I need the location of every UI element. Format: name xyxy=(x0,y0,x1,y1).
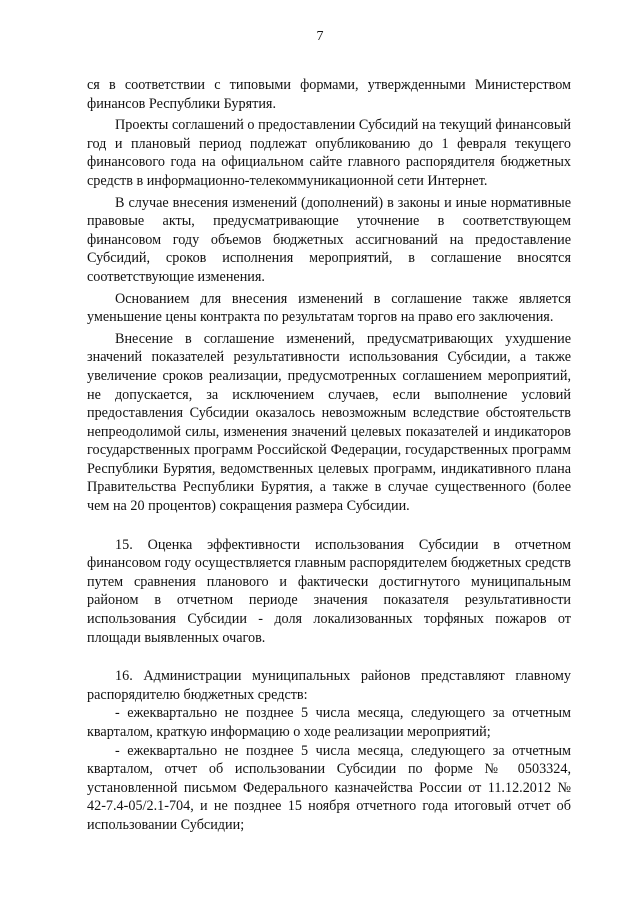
page-number: 7 xyxy=(316,29,324,44)
paragraph-continuation: ся в соответствии с типовыми формами, утвержденными Министерством финансов Республики Бурятия. xyxy=(87,77,571,112)
list-item-quarterly-report: - ежеквартально не позднее 5 числа месяца, следующего за отчетным кварталом, отчет об использовании Субсидии по форме № 0503324, установленной письмом Федерального казначейства России от 11.12.2012 № 42-7.4-05/2.1-704, и не позднее 15 ноября отчетного года итоговый отчет об использовании Субсидии; xyxy=(87,742,571,833)
document-body xyxy=(87,76,571,835)
list-item-quarterly-info: - ежеквартально не позднее 5 числа месяца, следующего за отчетным кварталом, краткую информацию о ходе реализации мероприятий; xyxy=(87,705,571,740)
paragraph-section-15: 15. Оценка эффективности использования Субсидии в отчетном финансовом году осуществляется главным распорядителем бюджетных средств путем сравнения планового и фактически достигнутого муниципальным районом в отчетном периоде значения показателя результативности использования Субсидии - доля локализованных торфяных пожаров от площади выявленных очагов. xyxy=(87,536,571,646)
paragraph-contract-price: Основанием для внесения изменений в соглашение также является уменьшение цены контракта по результатам торгов на право его заключения. xyxy=(87,290,571,326)
paragraph-worsening-indicators: Внесение в соглашение изменений, предусматривающих ухудшение значений показателей результативности использования Субсидии, а также увеличение сроков реализации, предусмотренных соглашением мероприятий, не допускается, за исключением случаев, если выполнение условий предоставления Субсидии оказалось невозможным вследствие обстоятельств непреодолимой силы, изменения значений целевых показателей и индикаторов государственных программ Российской Федерации, государственных программ Республики Бурятия, ведомственных целевых программ, индикативного плана Правительства Республики Бурятия, а также в случае существенного (более чем на 20 процентов) сокращения размера Субсидии. xyxy=(87,330,571,515)
paragraph-agreement-projects: Проекты соглашений о предоставлении Субсидий на текущий финансовый год и плановый период подлежат опубликованию до 1 февраля текущего финансового года на официальном сайте главного распорядителя бюджетных средств в информационно-телекоммуникационной сети Интернет. xyxy=(87,117,571,189)
paragraph-section-16: 16. Администрации муниципальных районов представляют главному распорядителю бюджетных средств: xyxy=(87,668,571,703)
paragraph-amendments: В случае внесения изменений (дополнений) в законы и иные нормативные правовые акты, предусматривающие уточнение в соответствующем финансовом году объемов бюджетных ассигнований на предоставление Субсидий, сроков исполнения мероприятий, в соглашение вносятся соответствующие изменения. xyxy=(87,194,571,285)
